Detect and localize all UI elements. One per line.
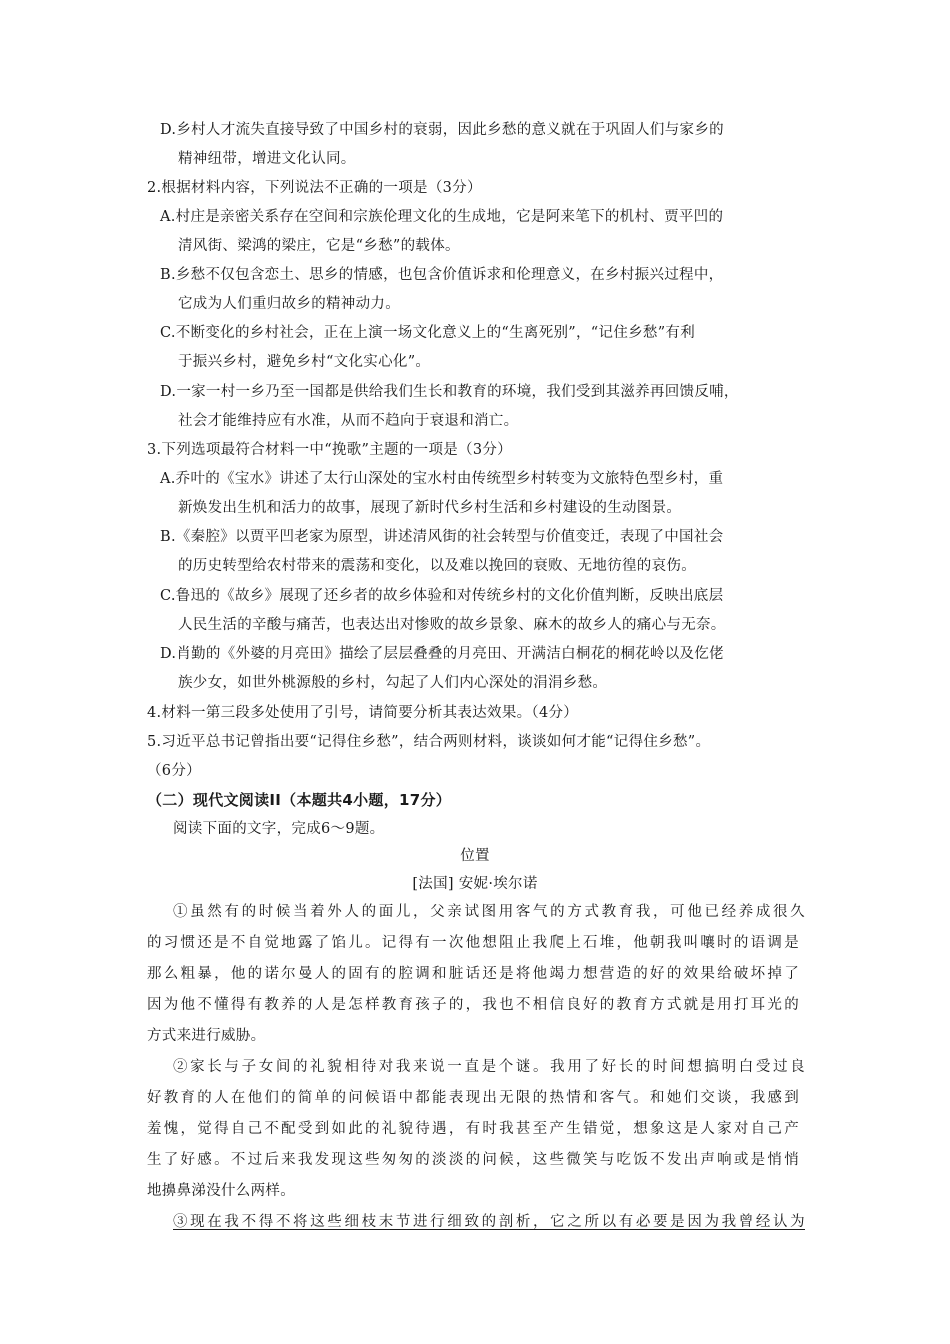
q2-option-c-line1: C.不断变化的乡村社会，正在上演一场文化意义上的“生离死别”，“记住乡愁”有利: [160, 325, 696, 341]
q5-stem-line1: 5.习近平总书记曾指出要“记得住乡愁”，结合两则材料，谈谈如何才能“记得住乡愁”。: [147, 734, 711, 750]
passage-p2-line3: 羞愧，觉得自己不配受到如此的礼貌待遇，有时我甚至产生错觉，想象这是人家对自己产: [147, 1121, 799, 1137]
q2-option-b-line2: 它成为人们重归故乡的精神动力。: [178, 296, 400, 312]
q2-option-c-line2: 于振兴乡村，避免乡村“文化实心化”。: [178, 354, 431, 370]
passage-author: [法国] 安妮·埃尔诺: [412, 876, 538, 892]
q2-option-d-line2: 社会才能维持应有水准，从而不趋向于衰退和消亡。: [178, 413, 519, 429]
section-heading: （二）现代文阅读II（本题共4小题，17分）: [147, 791, 452, 809]
passage-p2-line2: 好教育的人在他们的简单的问候语中都能表现出无限的热情和客气。和她们交谈，我感到: [147, 1090, 799, 1106]
passage-p1-line3: 那么粗暴，他的诺尔曼人的固有的腔调和脏话还是将他竭力想营造的好的效果给破坏掉了: [147, 966, 799, 982]
q5-stem-line2: （6分）: [147, 763, 201, 779]
passage-p1-line5: 方式来进行威胁。: [147, 1028, 266, 1044]
passage-p1-line4: 因为他不懂得有教养的人是怎样教育孩子的，我也不相信良好的教育方式就是用打耳光的: [147, 997, 799, 1013]
q3-option-c-line1: C.鲁迅的《故乡》展现了还乡者的故乡体验和对传统乡村的文化价值判断，反映出底层: [160, 588, 724, 604]
passage-title: 位置: [460, 848, 490, 864]
q1-option-d-line1: D.乡村人才流失直接导致了中国乡村的衰弱，因此乡愁的意义就在于巩固人们与家乡的: [160, 122, 724, 138]
passage-p1-line2: 的习惯还是不自觉地露了馅儿。记得有一次他想阻止我爬上石堆，他朝我叫嚷时的语调是: [147, 935, 799, 951]
passage-p2-line4: 生了好感。不过后来我发现这些匆匆的淡淡的问候，这些微笑与吃饭不发出声响或是悄悄: [147, 1152, 799, 1168]
q1-option-d-line2: 精神纽带，增进文化认同。: [178, 151, 356, 167]
q3-option-a-line2: 新焕发出生机和活力的故事，展现了新时代乡村生活和乡村建设的生动图景。: [178, 500, 682, 516]
q2-option-a-line1: A.村庄是亲密关系存在空间和宗族伦理文化的生成地，它是阿来笔下的机村、贾平凹的: [160, 209, 724, 225]
q2-option-d-line1: D.一家一村一乡乃至一国都是供给我们生长和教育的环境，我们受到其滋养再回馈反哺，: [160, 384, 739, 400]
passage-p3-line1: ③现在我不得不将这些细枝末节进行细致的剖析，它之所以有必要是因为我曾经认为: [173, 1214, 805, 1230]
q3-option-b-line2: 的历史转型给农村带来的震荡和变化，以及难以挽回的衰败、无地彷徨的哀伤。: [178, 558, 696, 574]
q2-option-a-line2: 清风街、梁鸿的梁庄，它是“乡愁”的载体。: [178, 238, 460, 254]
section-instruction: 阅读下面的文字，完成6～9题。: [173, 821, 385, 837]
q3-stem: 3.下列选项最符合材料一中“挽歌”主题的一项是（3分）: [147, 442, 512, 458]
q2-option-b-line1: B.乡愁不仅包含恋土、思乡的情感，也包含价值诉求和伦理意义，在乡村振兴过程中，: [160, 267, 724, 283]
passage-p2-line5: 地擤鼻涕没什么两样。: [147, 1183, 295, 1199]
passage-p2-line1: ②家长与子女间的礼貌相待对我来说一直是个谜。我用了好长的时间想搞明白受过良: [173, 1059, 805, 1075]
passage-p1-line1: ①虽然有的时候当着外人的面儿，父亲试图用客气的方式教育我，可他已经养成很久: [173, 904, 805, 920]
q3-option-a-line1: A.乔叶的《宝水》讲述了太行山深处的宝水村由传统型乡村转变为文旅特色型乡村，重: [160, 471, 724, 487]
q2-stem: 2.根据材料内容，下列说法不正确的一项是（3分）: [147, 180, 482, 196]
q3-option-d-line2: 族少女，如世外桃源般的乡村，勾起了人们内心深处的涓涓乡愁。: [178, 675, 608, 691]
q4-stem: 4.材料一第三段多处使用了引号，请简要分析其表达效果。（4分）: [147, 705, 579, 721]
q3-option-b-line1: B.《秦腔》以贾平凹老家为原型，讲述清风街的社会转型与价值变迁，表现了中国社会: [160, 529, 724, 545]
q3-option-d-line1: D.肖勤的《外婆的月亮田》描绘了层层叠叠的月亮田、开满洁白桐花的桐花岭以及仡佬: [160, 646, 724, 662]
q3-option-c-line2: 人民生活的辛酸与痛苦，也表达出对惨败的故乡景象、麻木的故乡人的痛心与无奈。: [178, 617, 726, 633]
